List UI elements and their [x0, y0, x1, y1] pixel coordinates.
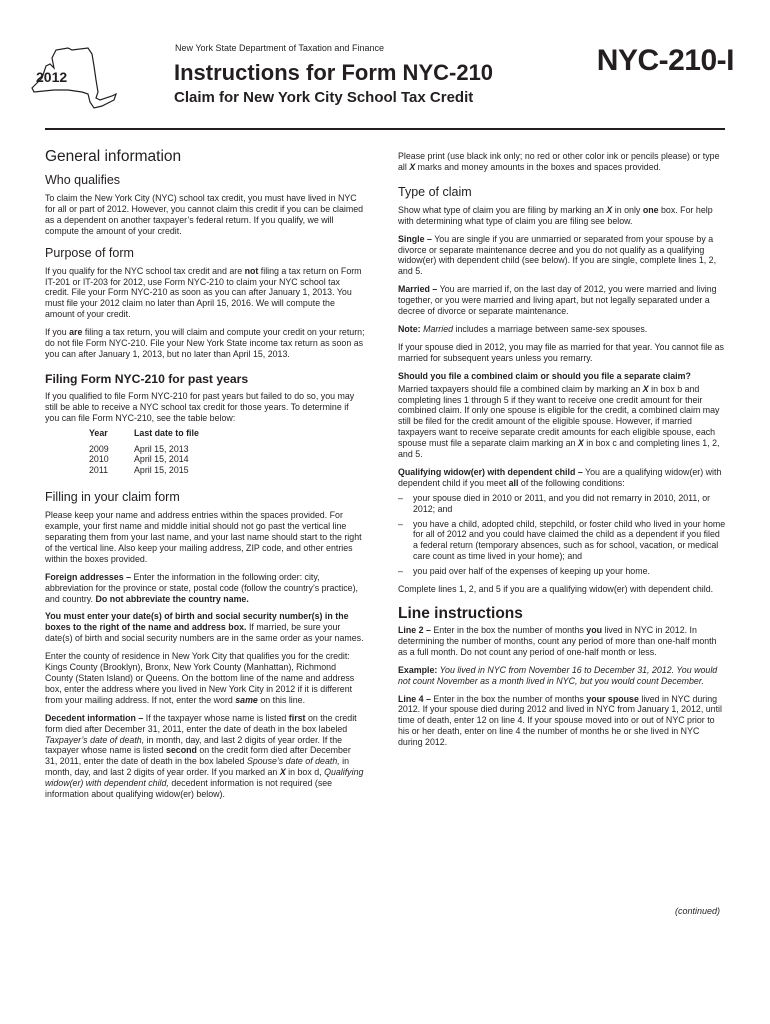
foreign-addresses-paragraph: Foreign addresses – Enter the information in the following order: city, abbreviation for the province or state, postal code (follow the country’s practice), and country. Do not abbreviate the country name.: [45, 571, 358, 604]
left-column: [45, 148, 365, 807]
married-paragraph: Married – You are married if, on the last day of 2012, you were married and living together, or you were married and living apart, but not legally separated under a decree of divorce or separate maintenance.: [398, 284, 717, 317]
past-years-heading: Filing Form NYC-210 for past years: [45, 371, 249, 386]
page-title: Instructions for Form NYC-210: [174, 60, 494, 85]
combined-claim-question: Should you file a combined claim or should you file a separate claim?: [398, 370, 691, 381]
filling-heading: Filling in your claim form: [45, 490, 180, 505]
right-column: [398, 151, 726, 755]
who-qualifies-text: To claim the New York City (NYC) school tax credit, you must have lived in NYC for all or part of 2012. However, you cannot claim this credit if you can be claimed as a dependent on another taxpayer’s federal return. If you qualify, we will compute the amount of your credit.: [45, 193, 364, 236]
print-instructions: Please print (use black ink only; no red or other color ink or pencils please) or type all X marks and money amounts in the boxes and spaces provided.: [398, 151, 720, 172]
list-item: – you paid over half of the expenses of keeping up your home.: [398, 566, 726, 577]
past-years-text: If you qualified to file Form NYC-210 for past years but failed to do so, you may still be able to receive a NYC school tax credit for those years. To determine if you can file Form NYC-210, see the table below:: [45, 390, 355, 423]
form-id: NYC-210-I: [596, 44, 734, 77]
page-subtitle: Claim for New York City School Tax Credit: [174, 89, 474, 106]
example-paragraph: Example: You lived in NYC from November 16 to December 31, 2012. You would not count November as a month lived in NYC, but you would count December.: [398, 664, 718, 686]
note-paragraph: Note: Married includes a marriage between same-sex spouses.: [398, 323, 648, 334]
table-row: 2010 April 15, 2014: [89, 454, 189, 465]
header-divider: [45, 128, 725, 130]
deadline-table-header: Year Last date to file: [89, 427, 199, 438]
type-of-claim-heading: Type of claim: [398, 184, 472, 199]
spouse-died-paragraph: If your spouse died in 2012, you may file as married for that year. You cannot file as married for subsequent years unless you remarry.: [398, 341, 724, 363]
continued-note: (continued): [674, 906, 720, 916]
list-item: – your spouse died in 2010 or 2011, and you did not remarry in 2010, 2011, or 2012; and: [398, 493, 726, 515]
table-row: 2011 April 15, 2015: [89, 465, 189, 476]
line-4-paragraph: Line 4 – Enter in the box the number of months your spouse lived in NYC during 2012. If your spouse died during 2012 and lived in NYC from January 1, 2012, until time of death, enter 12 on line 4. If your spouse moved into or out of NYC prior to his or her death, enter on line 4 the number of months he or she lived in NYC during 2012.: [398, 693, 722, 748]
purpose-paragraph-1: If you qualify for the NYC school tax credit and are not filing a tax return on Form IT-201 or IT-203 for 2012, use Form NYC-210 to claim your NYC school tax credit. File your Form NYC-210 as soon as you can after January 1, 2013. You must file your 2012 claim no later than April 15, 2016. We will compute the amount of your credit.: [45, 265, 362, 320]
line-2-paragraph: Line 2 – Enter in the box the number of months you lived in NYC in 2012. In determining the number of months, count any period of more than one-half month as a full month. Do not count any period of one-half month or less.: [398, 625, 717, 657]
deadline-table: [89, 428, 365, 477]
combined-claim-paragraph: Married taxpayers should file a combined claim by marking an X in box b and completing lines 1 through 5 if they want to receive one credit amount for their combined claim. If only one spouse is eligible for the credit, a combined claim may still be filed for the credit amount of the eligible spouse. However, if married taxpayers want to receive separate credit amounts for each eligible spouse, each spouse must file a separate claim marking an X in box c and completing lines 1, 2, and 5.: [398, 383, 720, 460]
qualifying-conditions-list: [398, 493, 726, 577]
tax-year-label: 2012: [36, 69, 68, 85]
county-paragraph: Enter the county of residence in New York City that qualifies you for the credit: Kings County (Brooklyn), Bronx, New York County (Manhattan), Richmond County (Staten Island) or Queens. On the bottom line of the name and address box, enter the address where you lived in New York City in 2012 if it is different from your mailing address. If not, enter the word same on this line.: [45, 651, 355, 705]
purpose-of-form-heading: Purpose of form: [45, 245, 134, 260]
line-instructions-heading: Line instructions: [398, 605, 523, 622]
purpose-paragraph-2: If you are filing a tax return, you will claim and compute your credit on your return; do not file Form NYC-210. File your New York State income tax return as soon as you can after January 1, 2013, but no later than April 15, 2013.: [45, 327, 365, 359]
table-row: 2009 April 15, 2013: [89, 443, 189, 454]
general-information-heading: General information: [45, 148, 182, 165]
qualifying-widow-paragraph: Qualifying widow(er) with dependent child – You are a qualifying widow(er) with dependent child if you meet all of the following conditions:: [398, 466, 722, 488]
department-name: New York State Department of Taxation and Finance: [175, 43, 384, 53]
decedent-paragraph: Decedent information – If the taxpayer whose name is listed first on the credit form died after December 31, 2011, enter the date of death in the box labeled Taxpayer’s date of death, in month, day, and last 2 digits of year order. If the taxpayer whose name is listed second on the credit form died after December 31, 2011, enter the date of death in the box labeled Spouse’s date of death, in month, day, and last 2 digits of year order. If you marked an X in box d, Qualifying widow(er) with dependent child, decedent information is not required (see information about qualifying widow(er) below).: [45, 712, 364, 800]
who-qualifies-heading: Who qualifies: [45, 173, 121, 187]
qualifying-widow-complete: Complete lines 1, 2, and 5 if you are a qualifying widow(er) with dependent child.: [398, 584, 714, 595]
filling-paragraph: Please keep your name and address entries within the spaces provided. For example, your first name and middle initial should not go past the vertical line separating them from your last name, and your last name should start to the right of the vertical line. Also keep your mailing address, ZIP code, and other entries within the boxes provided.: [45, 510, 362, 564]
list-item: – you have a child, adopted child, stepchild, or foster child who lived in your home for all of 2012 and you could have claimed the child as a dependent if you filed a federal return (temporary absences, such as for school, vacation, or medical care count as time lived in your home); and: [398, 519, 726, 563]
type-of-claim-text: Show what type of claim you are filing by marking an X in only one box. For help with determining what type of claim you are filing see below.: [398, 204, 713, 226]
dob-ssn-paragraph: You must enter your date(s) of birth and social security number(s) in the boxes to the right of the name and address box. If married, be sure your date(s) of birth and social security numbers are in the same order as your names.: [45, 611, 364, 644]
single-paragraph: Single – You are single if you are unmarried or separated from your spouse by a divorce or separate maintenance decree and you do not qualify as a qualifying widow(er) with dependent child (see below). If you are single, complete lines 1, 2, and 5.: [398, 233, 717, 277]
